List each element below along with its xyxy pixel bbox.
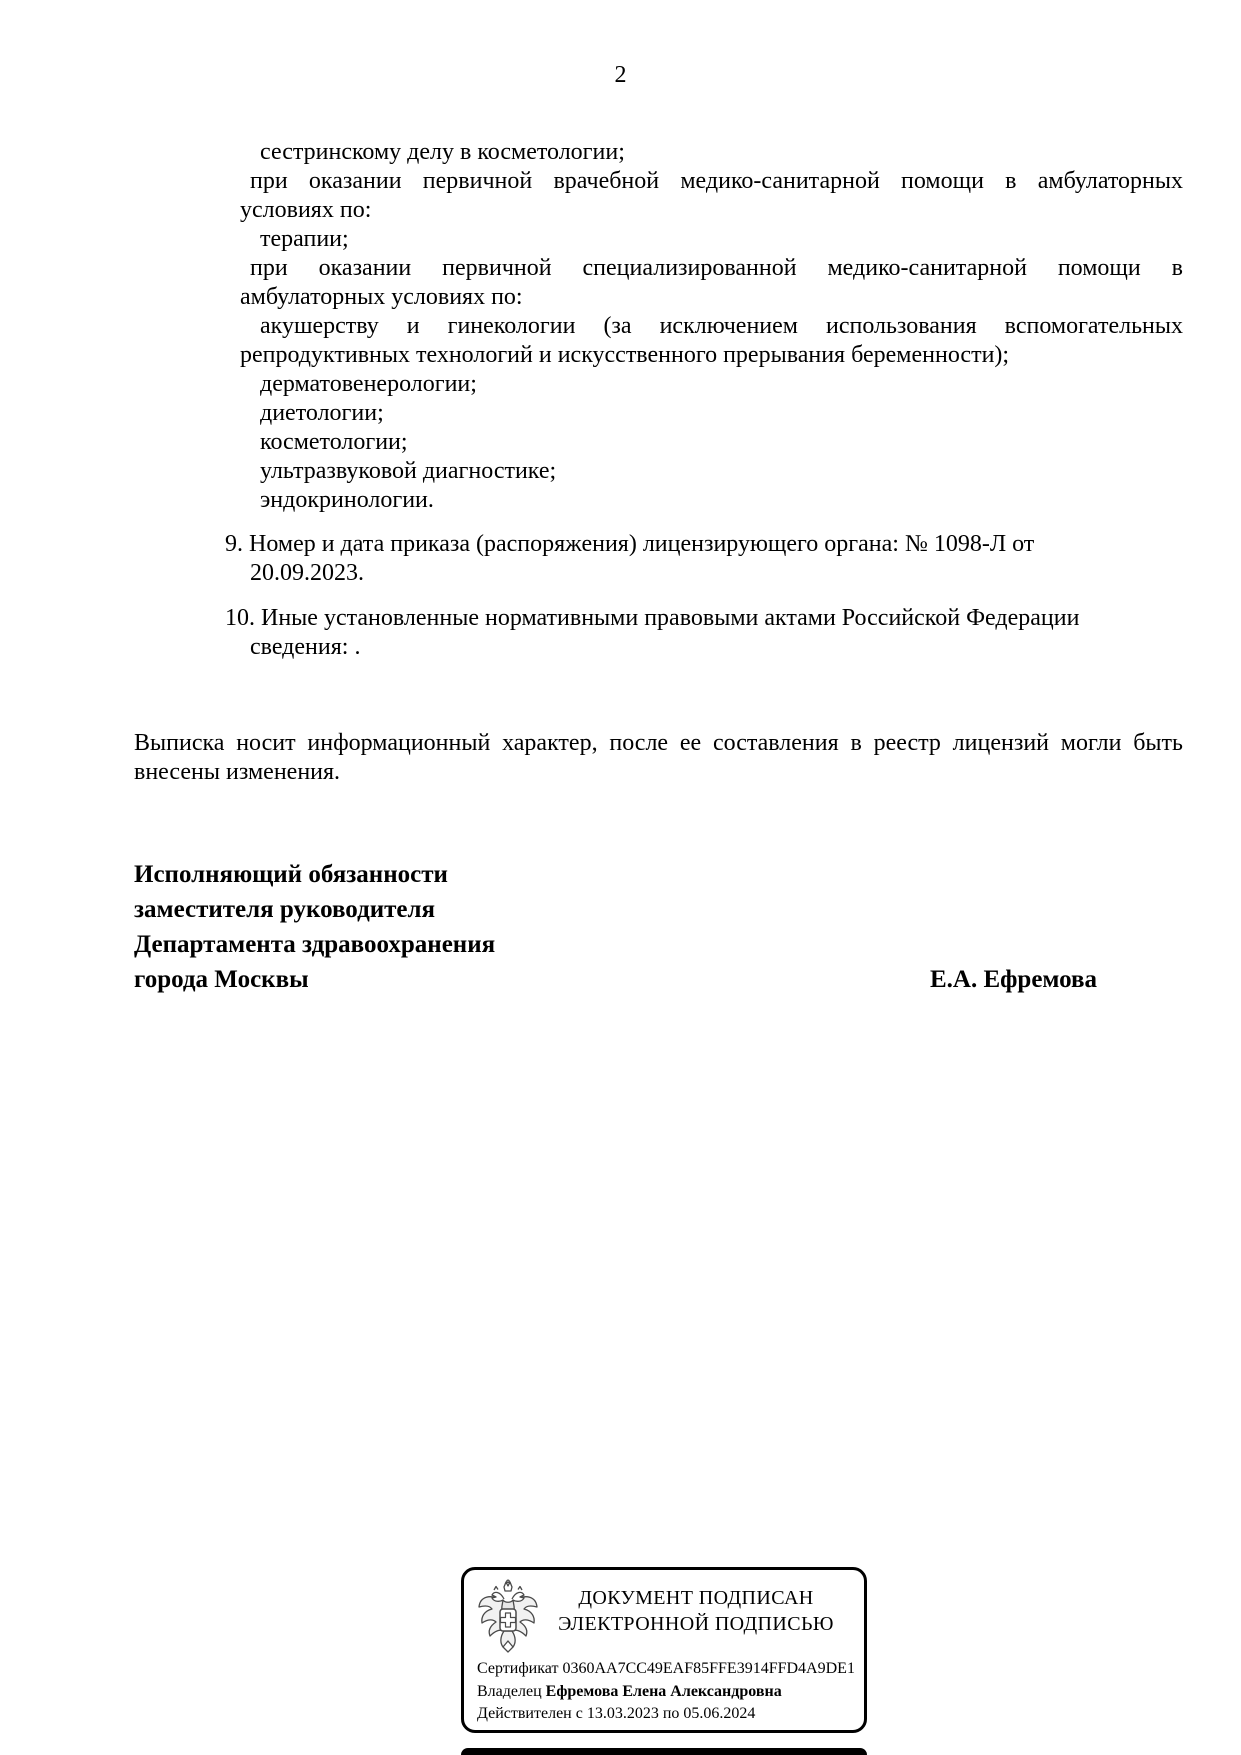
roszdravnadzor-emblem-icon — [476, 1578, 540, 1656]
text-line: акушерству и гинекологии (за исключением использования вспомогательных — [260, 313, 1183, 339]
signature-position — [134, 857, 1183, 962]
signature-block — [134, 857, 1183, 997]
service-list — [134, 138, 1183, 515]
signature-last-line — [134, 962, 1183, 997]
owner-label: Владелец — [477, 1682, 542, 1700]
order-item-9 — [134, 530, 1183, 588]
stamp-info — [477, 1658, 856, 1726]
text-line: косметологии; — [260, 429, 408, 455]
certificate-value: 0360AA7CC49EAF85FFE3914FFD4A9DE1 — [562, 1660, 855, 1677]
text-line: 9. Номер и дата приказа (распоряжения) лицензирующего органа: № 1098-Л от — [225, 531, 1035, 557]
stamp-certificate-line — [477, 1658, 856, 1681]
text-line: условиях по: — [240, 197, 372, 223]
second-stamp-top-edge — [461, 1748, 867, 1755]
text-line: 20.09.2023. — [250, 560, 364, 586]
text-line: дерматовенерологии; — [260, 371, 477, 397]
signature-name: Е.А. Ефремова — [929, 966, 1097, 993]
text-line: ультразвуковой диагностике; — [260, 458, 557, 484]
stamp-owner-line — [477, 1681, 856, 1704]
electronic-signature-stamp — [461, 1567, 867, 1733]
text-line: сестринскому делу в косметологии; — [260, 139, 625, 165]
text-line: Выписка носит информационный характер, после ее составления в реестр лицензий могли быть — [134, 730, 1183, 756]
note-paragraph — [134, 729, 1183, 787]
text-line: репродуктивных технологий и искусственного прерывания беременности); — [240, 342, 1010, 368]
page-number: 2 — [614, 62, 627, 88]
stamp-title-line1: ДОКУМЕНТ ПОДПИСАН — [578, 1587, 814, 1609]
text-line: амбулаторных условиях по: — [240, 284, 523, 310]
text-line: 10. Иные установленные нормативными правовыми актами Российской Федерации — [225, 605, 1080, 631]
signature-city: города Москвы — [134, 966, 309, 993]
stamp-title — [548, 1585, 844, 1637]
text-line: эндокринологии. — [260, 487, 434, 513]
text-line: при оказании первичной врачебной медико-санитарной помощи в амбулаторных — [250, 168, 1183, 194]
document-body — [134, 138, 1183, 997]
text-line: внесены изменения. — [134, 759, 341, 785]
text-line: сведения: . — [250, 634, 361, 660]
order-item-10 — [134, 604, 1183, 662]
text-line: заместителя руководителя — [134, 896, 436, 923]
text-line: Исполняющий обязанности — [134, 861, 448, 888]
certificate-label: Сертификат — [477, 1660, 559, 1677]
owner-value: Ефремова Елена Александровна — [545, 1682, 782, 1700]
text-line: Департамента здравоохранения — [134, 931, 496, 958]
stamp-validity-line: Действителен с 13.03.2023 по 05.06.2024 — [477, 1705, 756, 1722]
stamp-title-line2: ЭЛЕКТРОННОЙ ПОДПИСЬЮ — [558, 1613, 834, 1635]
text-line: диетологии; — [260, 400, 384, 426]
text-line: терапии; — [260, 226, 349, 252]
text-line: при оказании первичной специализированной медико-санитарной помощи в — [250, 255, 1183, 281]
